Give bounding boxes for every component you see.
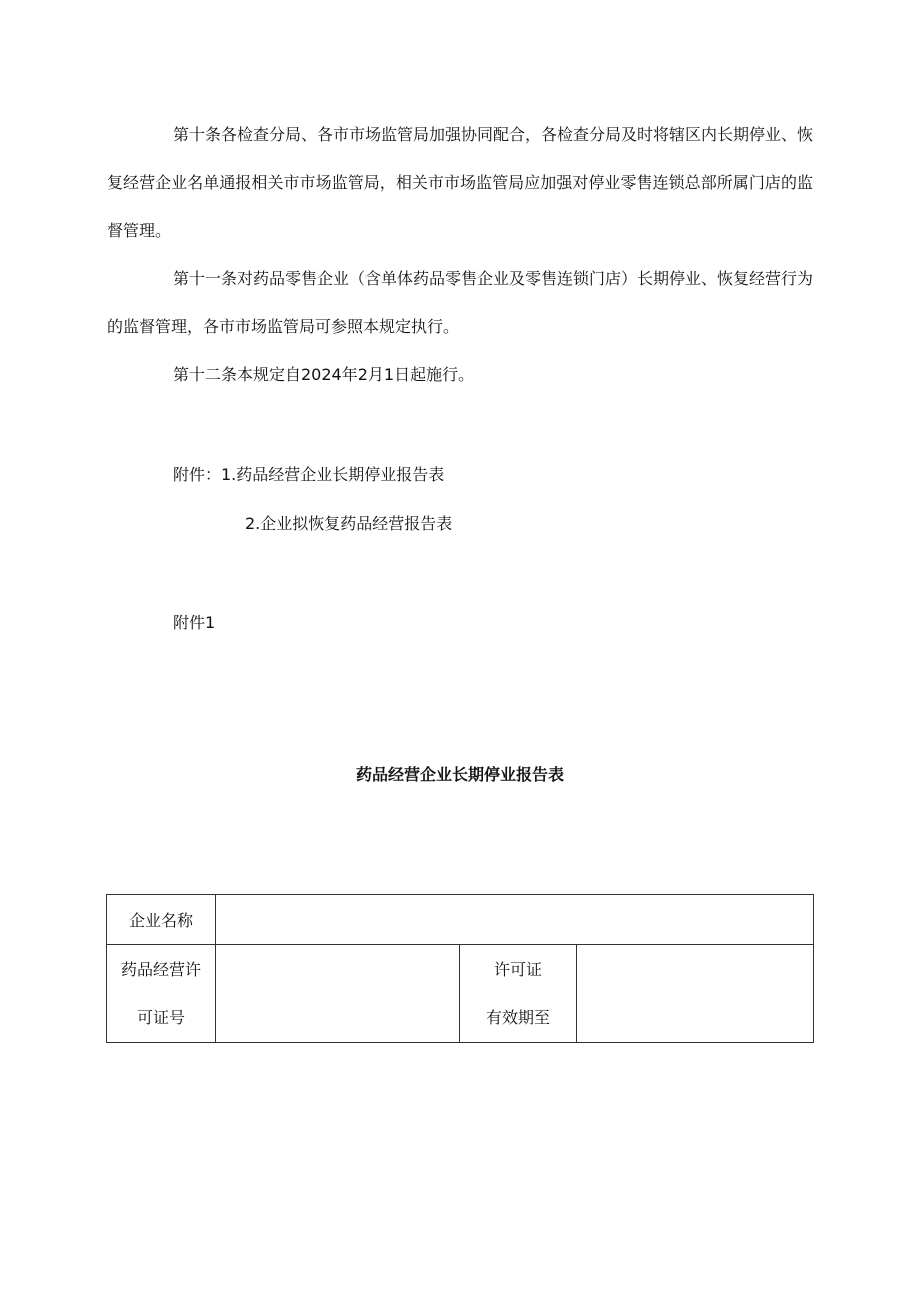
company-name-row [107, 895, 814, 945]
license-number-label-line-2: 可证号 [136, 1007, 185, 1027]
article-11-paragraph: 第十一条对药品零售企业（含单体药品零售企业及零售连锁门店）长期停业、恢复经营行为的监督管理，各市市场监管局可参照本规定执行。 [107, 269, 814, 336]
license-number-label-line-1: 药品经营许 [120, 959, 201, 979]
article-10-paragraph: 第十条各检查分局、各市市场监管局加强协同配合，各检查分局及时将辖区内长期停业、恢复经营企业名单通报相关市市场监管局，相关市市场监管局应加强对停业零售连锁总部所属门店的监督管理。 [107, 125, 814, 240]
license-validity-label [460, 945, 577, 1043]
license-number-field[interactable] [216, 945, 460, 1043]
article-12-paragraph: 第十二条本规定自2024年2月1日起施行。 [173, 365, 475, 384]
license-validity-field[interactable] [577, 945, 814, 1043]
annex-label: 附件1 [173, 613, 216, 632]
report-form-table [106, 894, 814, 1043]
company-name-field[interactable] [216, 895, 814, 945]
license-validity-label-line-1: 许可证 [493, 959, 542, 979]
form-title: 药品经营企业长期停业报告表 [355, 765, 564, 784]
license-validity-label-line-2: 有效期至 [485, 1007, 550, 1027]
license-row [107, 945, 814, 1043]
attachment-line-2: 2.企业拟恢复药品经营报告表 [245, 514, 453, 533]
company-name-label: 企业名称 [107, 895, 216, 945]
attachment-line-1: 附件：1.药品经营企业长期停业报告表 [173, 465, 445, 484]
license-number-label [107, 945, 216, 1043]
